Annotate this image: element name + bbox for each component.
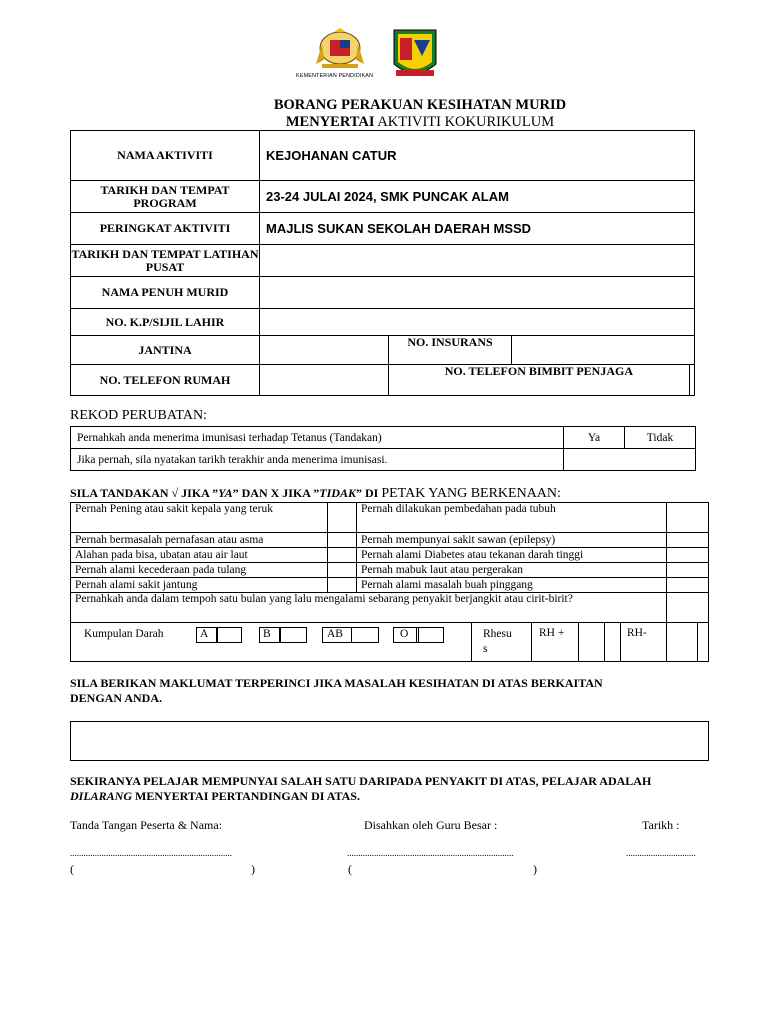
form-title-line2: MENYERTAI AKTIVITI KOKURIKULUM	[285, 114, 555, 130]
tetanus-yes[interactable]: Ya	[564, 427, 625, 449]
activity-name-label: NAMA AKTIVITI	[71, 131, 260, 181]
condition-left-5: Pernah alami sakit jantung	[71, 578, 328, 593]
condition-checklist-table	[70, 502, 709, 662]
training-field[interactable]	[260, 245, 695, 277]
check-left-5[interactable]	[328, 578, 357, 593]
student-name-label: NAMA PENUH MURID	[71, 277, 260, 309]
check-right-5[interactable]	[667, 578, 709, 593]
blood-ab-box[interactable]	[351, 627, 379, 643]
condition-left-2: Pernah bermasalah pernafasan atau asma	[71, 533, 328, 548]
guardian-phone-label: NO. TELEFON BIMBIT PENJAGA	[389, 365, 690, 396]
participant-signature-line[interactable]: ........................................................................	[70, 848, 232, 858]
condition-right-1: Pernah dilakukan pembedahan pada tubuh	[357, 503, 667, 533]
home-phone-field[interactable]	[260, 365, 389, 396]
guardian-phone-field[interactable]	[689, 365, 694, 396]
date-line[interactable]: ...............................	[626, 848, 696, 858]
condition-left-1: Pernah Pening atau sakit kepala yang teruk	[71, 503, 328, 533]
blood-b-box[interactable]	[279, 627, 307, 643]
immunisation-table	[70, 426, 696, 471]
check-right-1[interactable]	[667, 503, 709, 533]
blood-b-label: B	[259, 627, 281, 643]
blood-o-box[interactable]	[416, 627, 444, 643]
ic-label: NO. K.P/SIJIL LAHIR	[71, 309, 260, 336]
ic-field[interactable]	[260, 309, 695, 336]
condition-right-5: Pernah alami masalah buah pinggang	[357, 578, 667, 593]
headmaster-name-close: )	[533, 862, 537, 876]
activity-name-field[interactable]: KEJOHANAN CATUR	[260, 131, 695, 181]
checklist-heading: SILA TANDAKAN √ JIKA ”YA” DAN X JIKA ”TIDAK” DI PETAK YANG BERKENAAN:	[70, 486, 561, 501]
health-details-box[interactable]	[70, 721, 709, 761]
check-right-3[interactable]	[667, 548, 709, 563]
training-label: TARIKH DAN TEMPAT LATIHAN PUSAT	[71, 245, 260, 277]
form-title-line1: BORANG PERAKUAN KESIHATAN MURID	[273, 97, 567, 113]
warning-text: SEKIRANYA PELAJAR MEMPUNYAI SALAH SATU DARIPADA PENYAKIT DI ATAS, PELAJAR ADALAH DILARANG MENYERTAI PERTANDINGAN DI ATAS.	[70, 774, 652, 803]
check-right-4[interactable]	[667, 563, 709, 578]
check-left-4[interactable]	[328, 563, 357, 578]
date-label: Tarikh :	[642, 818, 680, 832]
condition-left-4: Pernah alami kecederaan pada tulang	[71, 563, 328, 578]
gender-label: JANTINA	[71, 336, 260, 365]
check-infectious[interactable]	[667, 593, 709, 623]
rh-positive-box[interactable]	[580, 623, 604, 661]
insurance-field[interactable]	[512, 336, 695, 365]
check-left-3[interactable]	[328, 548, 357, 563]
tetanus-no[interactable]: Tidak	[625, 427, 696, 449]
blood-o-label: O	[393, 627, 419, 643]
malaysia-coat-of-arms-icon	[316, 28, 364, 68]
blood-ab-label: AB	[322, 627, 352, 643]
infectious-question: Pernahkah anda dalam tempoh satu bulan yang lalu mengalami sebarang penyakit berjangkit atau cirit-birit?	[71, 593, 667, 623]
blood-a-label: A	[196, 627, 218, 643]
program-field[interactable]: 23-24 JULAI 2024, SMK PUNCAK ALAM	[260, 181, 695, 213]
activity-details-table	[70, 130, 695, 396]
last-immunisation-field[interactable]	[564, 449, 696, 471]
headmaster-name-open: (	[348, 862, 352, 876]
condition-right-4: Pernah mabuk laut atau pergerakan	[357, 563, 667, 578]
participant-name-close: )	[251, 862, 255, 876]
tetanus-question: Pernahkah anda menerima imunisasi terhadap Tetanus (Tandakan)	[71, 427, 564, 449]
level-label: PERINGKAT AKTIVITI	[71, 213, 260, 245]
participant-signature-label: Tanda Tangan Peserta & Nama:	[70, 818, 223, 832]
ministry-label: KEMENTERIAN PENDIDIKAN	[296, 73, 374, 79]
insurance-label: NO. INSURANS	[389, 336, 512, 365]
headmaster-signature-label: Disahkan oleh Guru Besar :	[364, 818, 498, 832]
blood-a-box[interactable]	[216, 627, 242, 643]
gender-field[interactable]	[260, 336, 389, 365]
rh-negative-label: RH-	[627, 627, 647, 639]
rh-negative-box[interactable]	[668, 623, 696, 661]
details-request-text: SILA BERIKAN MAKLUMAT TERPERINCI JIKA MASALAH KESIHATAN DI ATAS BERKAITAN DENGAN ANDA.	[70, 676, 603, 705]
check-right-2[interactable]	[667, 533, 709, 548]
condition-right-3: Pernah alami Diabetes atau tekanan darah tinggi	[357, 548, 667, 563]
level-field[interactable]: MAJLIS SUKAN SEKOLAH DAERAH MSSD	[260, 213, 695, 245]
medical-record-heading: REKOD PERUBATAN:	[70, 408, 207, 423]
condition-left-3: Alahan pada bisa, ubatan atau air laut	[71, 548, 328, 563]
rhesus-label: Rhesu s	[483, 628, 512, 655]
program-label: TARIKH DAN TEMPAT PROGRAM	[71, 181, 260, 213]
condition-right-2: Pernah mempunyai sakit sawan (epilepsy)	[357, 533, 667, 548]
blood-group-row	[71, 623, 709, 662]
student-name-field[interactable]	[260, 277, 695, 309]
home-phone-label: NO. TELEFON RUMAH	[71, 365, 260, 396]
rh-positive-label: RH +	[539, 627, 565, 639]
check-left-1[interactable]	[328, 503, 357, 533]
headmaster-signature-line[interactable]: ..........................................................................	[347, 848, 514, 858]
last-immunisation-question: Jika pernah, sila nyatakan tarikh terakhir anda menerima imunisasi.	[71, 449, 564, 471]
check-left-2[interactable]	[328, 533, 357, 548]
participant-name-open: (	[70, 862, 74, 876]
blood-group-label: Kumpulan Darah	[84, 628, 164, 640]
school-crest-icon	[394, 30, 436, 76]
